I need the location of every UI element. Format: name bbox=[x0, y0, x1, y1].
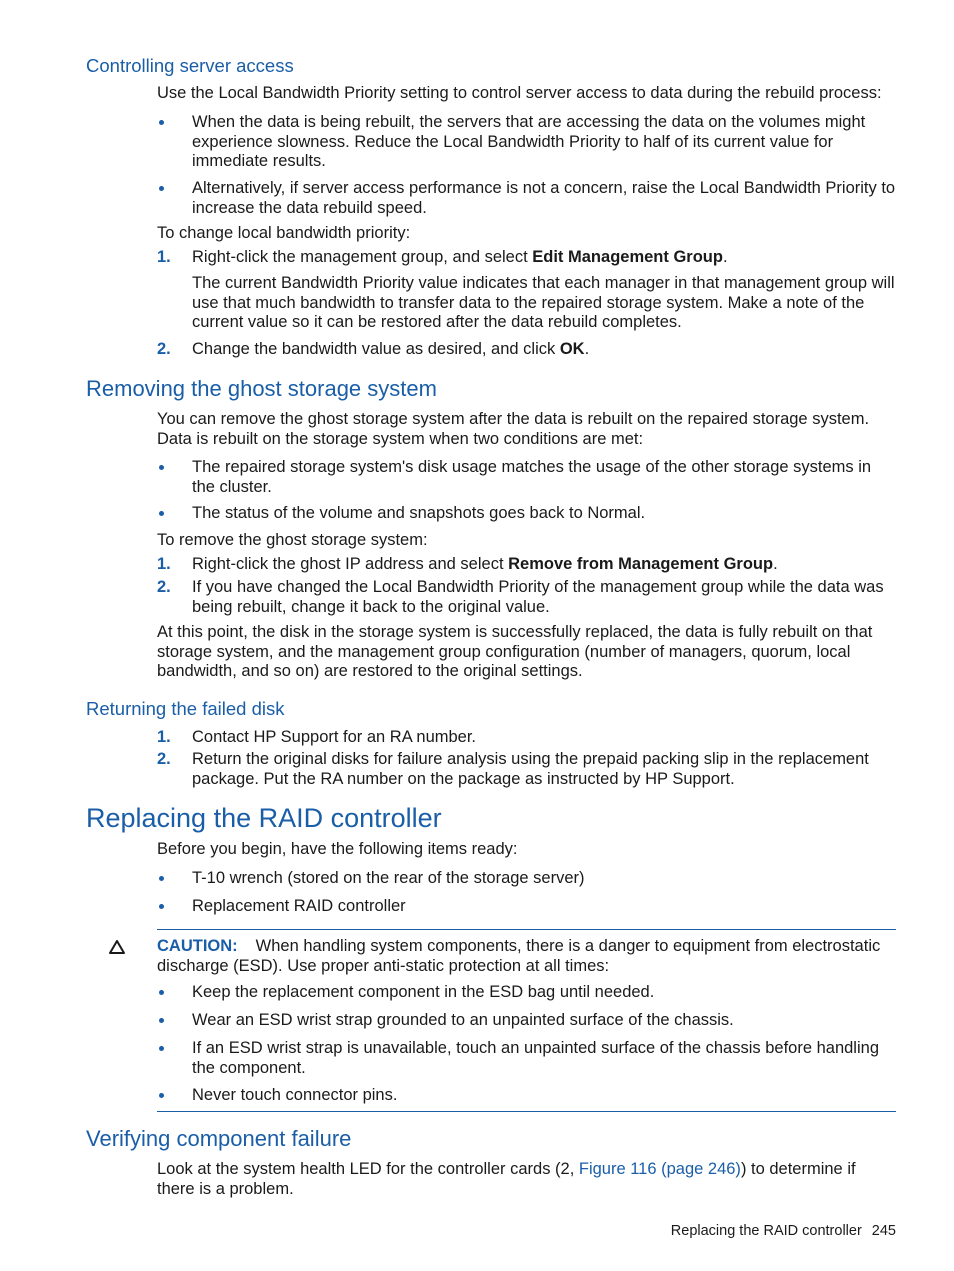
step-number: 2. bbox=[157, 340, 171, 358]
page-number: 245 bbox=[871, 1223, 896, 1239]
heading-verifying-component-failure: Verifying component failure bbox=[86, 1126, 352, 1151]
list-item: When the data is being rebuilt, the servers that are accessing the data on the volumes might experience slowness. Reduce the Local Bandwidth Priority to half of its current value for immediate results. bbox=[192, 113, 866, 170]
step-item bbox=[192, 555, 897, 575]
paragraph-steps-intro: To remove the ghost storage system: bbox=[157, 531, 428, 549]
step-item: Contact HP Support for an RA number. bbox=[192, 728, 477, 746]
paragraph-removing-closing: At this point, the disk in the storage system is successfully replaced, the data is fully rebuilt on that storage system, and the management group configuration (number of managers, quorum, local bandwidth, and so on) are restored to the original settings. bbox=[157, 623, 873, 680]
caution-text: When handling system components, there is a danger to equipment from electrostatic discharge (ESD). Use proper anti-static protection at all times: bbox=[157, 937, 881, 975]
bullet-icon bbox=[158, 987, 168, 997]
list-item: T-10 wrench (stored on the rear of the storage server) bbox=[192, 869, 585, 887]
list-item: Never touch connector pins. bbox=[192, 1086, 398, 1104]
bullet-icon bbox=[158, 117, 168, 127]
heading-removing-ghost: Removing the ghost storage system bbox=[86, 376, 437, 401]
step-text-end: . bbox=[722, 248, 728, 266]
page-footer bbox=[661, 1223, 896, 1239]
paragraph-text: Look at the system health LED for the controller cards (2, bbox=[157, 1160, 579, 1178]
running-title: Replacing the RAID controller bbox=[670, 1223, 862, 1239]
list-item: The status of the volume and snapshots goes back to Normal. bbox=[192, 504, 646, 522]
bullet-icon bbox=[158, 508, 168, 518]
bullet-icon bbox=[158, 183, 168, 193]
step-number: 1. bbox=[157, 555, 171, 573]
ui-term: Edit Management Group bbox=[532, 248, 723, 266]
step-text: Right-click the management group, and select bbox=[192, 248, 533, 266]
step-number: 1. bbox=[157, 248, 171, 266]
list-item: Alternatively, if server access performance is not a concern, raise the Local Bandwidth Priority to increase the data rebuild speed. bbox=[192, 179, 896, 217]
caution-paragraph bbox=[157, 937, 897, 976]
step-item: If you have changed the Local Bandwidth Priority of the management group while the data was being rebuilt, change it back to the original value. bbox=[192, 578, 884, 616]
bullet-icon bbox=[158, 1015, 168, 1025]
step-note: The current Bandwidth Priority value indicates that each manager in that management group will use that much bandwidth to transfer data to the repaired storage system. Make a note of the current value so it can be restored after the data rebuild completes. bbox=[192, 274, 895, 331]
paragraph-controlling-intro: Use the Local Bandwidth Priority setting to control server access to data during the rebuild process: bbox=[157, 84, 882, 102]
bullet-icon bbox=[158, 901, 168, 911]
step-item bbox=[192, 340, 897, 360]
ui-term: Remove from Management Group bbox=[508, 555, 774, 573]
bullet-icon bbox=[158, 1043, 168, 1053]
caution-triangle-icon bbox=[108, 939, 126, 955]
list-item: Replacement RAID controller bbox=[192, 897, 406, 915]
step-item: Return the original disks for failure analysis using the prepaid packing slip in the replacement package. Put the RA number on the package as instructed by HP Support. bbox=[192, 750, 869, 788]
step-text-end: . bbox=[773, 555, 778, 573]
heading-replacing-raid-controller: Replacing the RAID controller bbox=[86, 803, 442, 833]
bullet-icon bbox=[158, 1090, 168, 1100]
figure-link[interactable]: Figure 116 (page 246) bbox=[578, 1160, 741, 1178]
heading-returning-failed-disk: Returning the failed disk bbox=[86, 698, 285, 719]
step-item bbox=[192, 248, 897, 268]
step-text-end: . bbox=[584, 340, 590, 358]
step-number: 2. bbox=[157, 750, 171, 768]
bullet-icon bbox=[158, 462, 168, 472]
paragraph-verifying bbox=[157, 1160, 897, 1199]
paragraph-steps-intro: To change local bandwidth priority: bbox=[157, 224, 411, 242]
caution-bottom-rule bbox=[157, 1111, 896, 1112]
caution-top-rule bbox=[157, 929, 896, 930]
paragraph-text-end: ) to determine if there is a problem. bbox=[157, 1160, 856, 1198]
step-number: 1. bbox=[157, 728, 171, 746]
list-item: Keep the replacement component in the ESD bag until needed. bbox=[192, 983, 655, 1001]
list-item: If an ESD wrist strap is unavailable, touch an unpainted surface of the chassis before handling the component. bbox=[192, 1039, 879, 1077]
bullet-icon bbox=[158, 873, 168, 883]
list-item: The repaired storage system's disk usage matches the usage of the other storage systems in the cluster. bbox=[192, 458, 872, 496]
ui-term: OK bbox=[559, 340, 585, 358]
step-number: 2. bbox=[157, 578, 171, 596]
paragraph-removing-intro: You can remove the ghost storage system after the data is rebuilt on the repaired storage system. Data is rebuilt on the storage system when two conditions are met: bbox=[157, 410, 870, 448]
caution-label: CAUTION: bbox=[157, 937, 238, 955]
step-text: Change the bandwidth value as desired, and click bbox=[192, 340, 560, 358]
list-item: Wear an ESD wrist strap grounded to an unpainted surface of the chassis. bbox=[192, 1011, 734, 1029]
step-text: Right-click the ghost IP address and select bbox=[192, 555, 509, 573]
paragraph-replacing-intro: Before you begin, have the following items ready: bbox=[157, 840, 518, 858]
heading-controlling-server-access: Controlling server access bbox=[86, 55, 294, 76]
